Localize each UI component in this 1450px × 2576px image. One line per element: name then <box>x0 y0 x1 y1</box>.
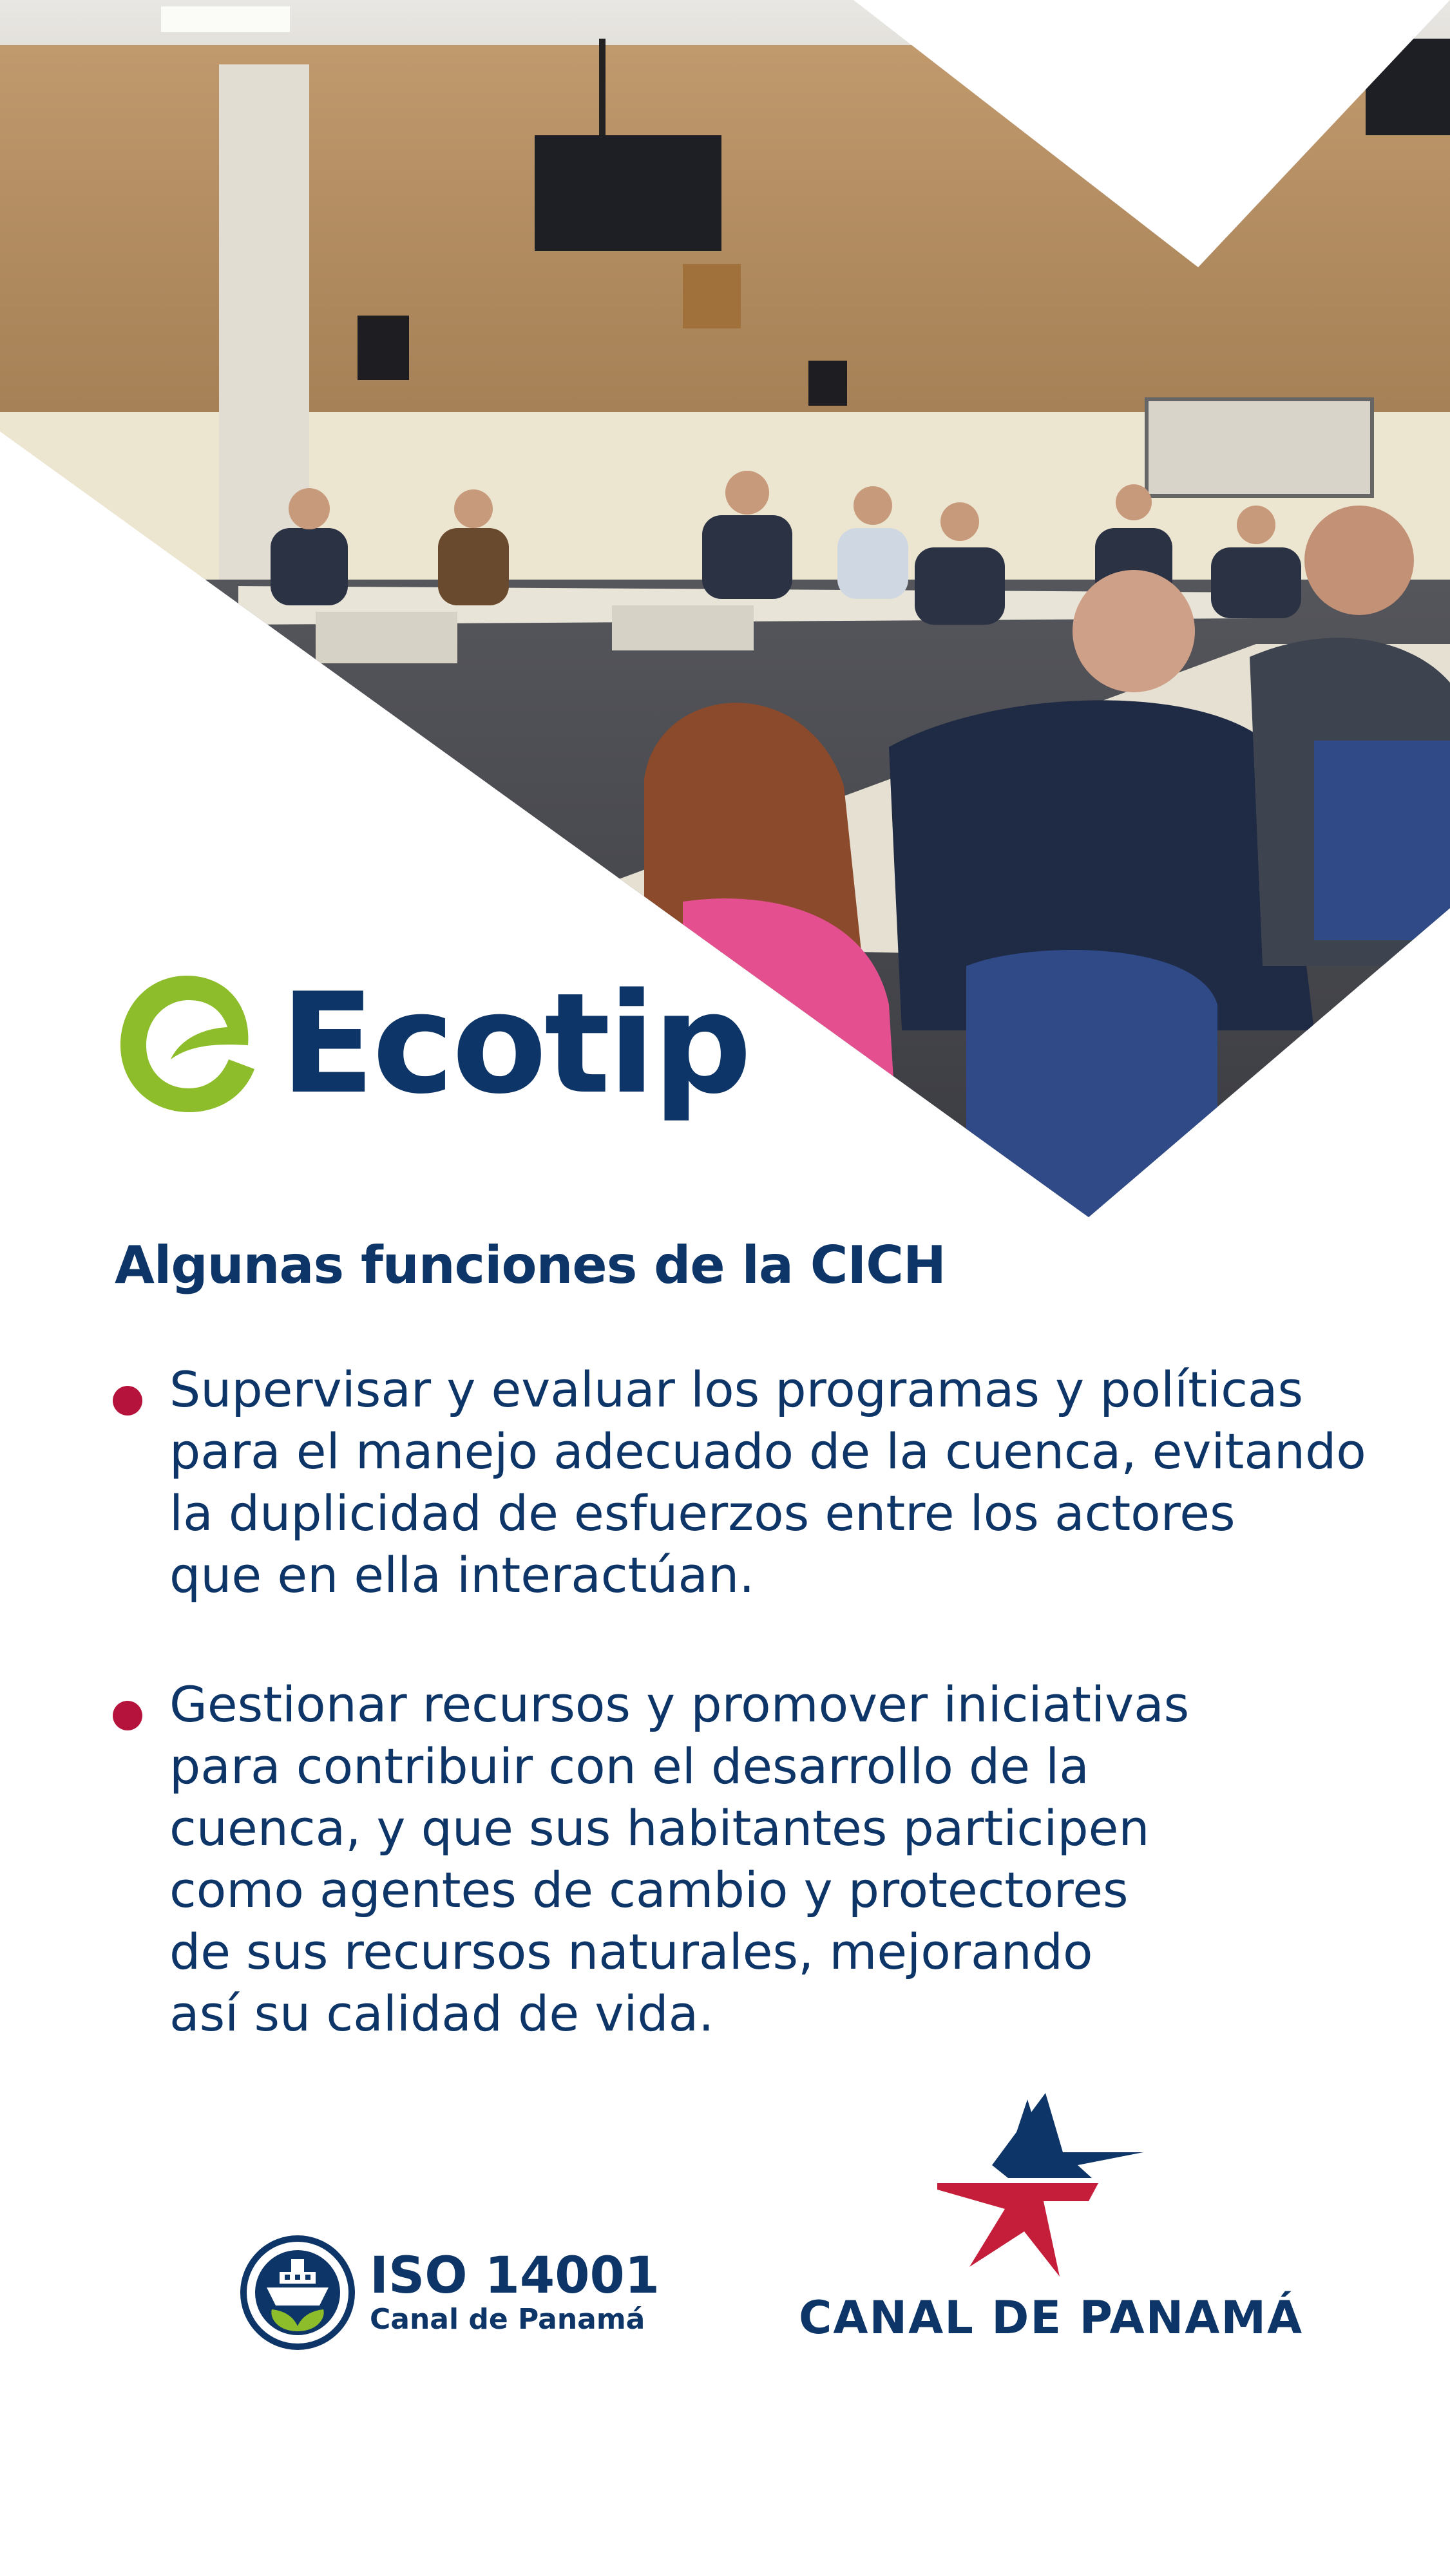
leaf-e-icon <box>113 969 261 1117</box>
text-line: así su calidad de vida. <box>169 1985 714 2042</box>
brand-name: Ecotip <box>280 962 750 1124</box>
list-item-text <box>169 1674 1337 2045</box>
bullet-dot-icon <box>113 1701 142 1730</box>
text-line: de sus recursos naturales, mejorando <box>169 1923 1093 1980</box>
text-line: como agentes de cambio y protectores <box>169 1861 1129 1918</box>
text-line: que en ella interactúan. <box>169 1546 755 1604</box>
text-line: Supervisar y evaluar los programas y políticas <box>169 1361 1304 1418</box>
iso-subtitle: Canal de Panamá <box>370 2303 645 2336</box>
bullet-dot-icon <box>113 1386 142 1416</box>
section-heading: Algunas funciones de la CICH <box>115 1235 946 1295</box>
star-logo-icon <box>931 2093 1143 2286</box>
text-line: Gestionar recursos y promover iniciativas <box>169 1676 1190 1733</box>
functions-list <box>113 1359 1366 2112</box>
ecotip-logo <box>113 962 750 1124</box>
canal-de-panama-logo <box>799 2093 1304 2351</box>
list-item-text <box>169 1359 1366 1606</box>
text-line: la duplicidad de esfuerzos entre los actores <box>169 1484 1235 1542</box>
text-line: cuenca, y que sus habitantes participen <box>169 1799 1150 1857</box>
ship-leaf-badge-icon <box>240 2235 356 2351</box>
iso-title: ISO 14001 <box>370 2247 660 2305</box>
canal-name: CANAL DE PANAMÁ <box>799 2291 1304 2344</box>
text-line: para el manejo adecuado de la cuenca, evitando <box>169 1423 1366 1480</box>
text-line: para contribuir con el desarrollo de la <box>169 1738 1089 1795</box>
list-item <box>113 1674 1337 2045</box>
iso-14001-logo <box>240 2235 660 2351</box>
list-item <box>113 1359 1366 1606</box>
iso-text <box>370 2249 660 2336</box>
